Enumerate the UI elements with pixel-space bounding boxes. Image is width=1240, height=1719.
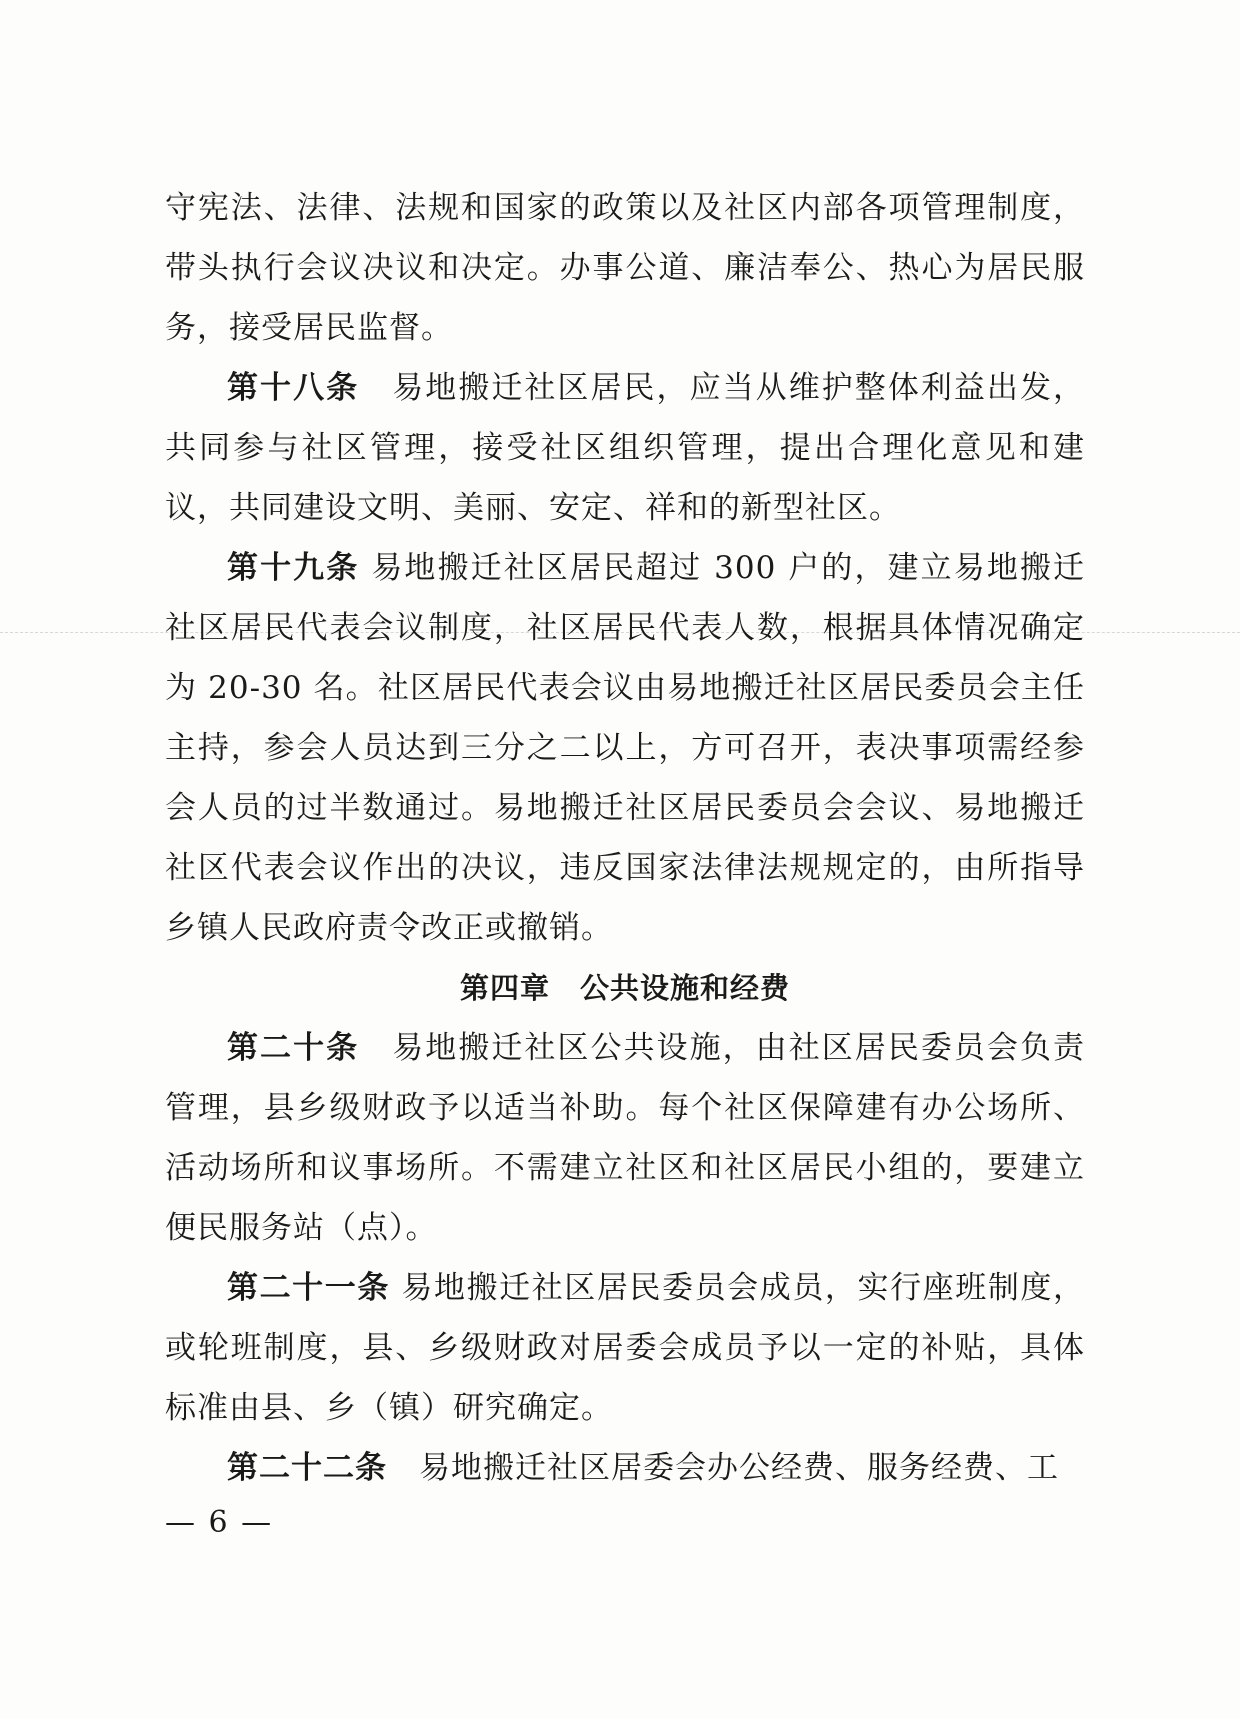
chapter-heading	[165, 958, 1085, 1018]
article-number: 第二十一条	[227, 1270, 390, 1306]
article-number: 第二十条	[227, 1030, 360, 1066]
article-21	[165, 1258, 1085, 1438]
chapter-title: 第四章 公共设施和经费	[459, 971, 790, 1005]
article-19	[165, 538, 1085, 958]
article-20	[165, 1018, 1085, 1258]
document-body	[165, 178, 1085, 1498]
article-text: 易地搬迁社区居委会办公经费、服务经费、工	[419, 1450, 1059, 1486]
paragraph-text: 守宪法、法律、法规和国家的政策以及社区内部各项管理制度，带头执行会议决议和决定。办事公道、廉洁奉公、热心为居民服务，接受居民监督。	[165, 190, 1085, 346]
page-number: — 6 —	[165, 1505, 274, 1540]
article-number: 第十八条	[227, 370, 360, 406]
article-text: 易地搬迁社区公共设施，由社区居民委员会负责管理，县乡级财政予以适当补助。每个社区保障建有办公场所、活动场所和议事场所。不需建立社区和社区居民小组的，要建立便民服务站（点）。	[165, 1030, 1086, 1246]
article-18	[165, 358, 1085, 538]
article-number: 第十九条	[227, 550, 360, 586]
paragraph-continuation	[165, 178, 1085, 358]
article-text: 易地搬迁社区居民，应当从维护整体利益出发，共同参与社区管理，接受社区组织管理，提出合理化意见和建议，共同建设文明、美丽、安定、祥和的新型社区。	[165, 370, 1086, 526]
article-text: 易地搬迁社区居民委员会成员，实行座班制度，或轮班制度，县、乡级财政对居委会成员予以一定的补贴，具体标准由县、乡（镇）研究确定。	[165, 1270, 1086, 1426]
article-text: 易地搬迁社区居民超过 300 户的，建立易地搬迁社区居民代表会议制度，社区居民代表人数，根据具体情况确定为 20-30 名。社区居民代表会议由易地搬迁社区居民委员会主任主持，参会人员达到三分之二以上，方可召开，表决事项需经参会人员的过半数通过。易地搬迁社区居民委员会会议、易地搬迁社区代表会议作出的决议，违反国家法律法规规定的，由所指导乡镇人民政府责令改正或撤销。	[165, 550, 1086, 946]
article-22	[165, 1438, 1085, 1498]
article-number: 第二十二条	[227, 1450, 387, 1486]
